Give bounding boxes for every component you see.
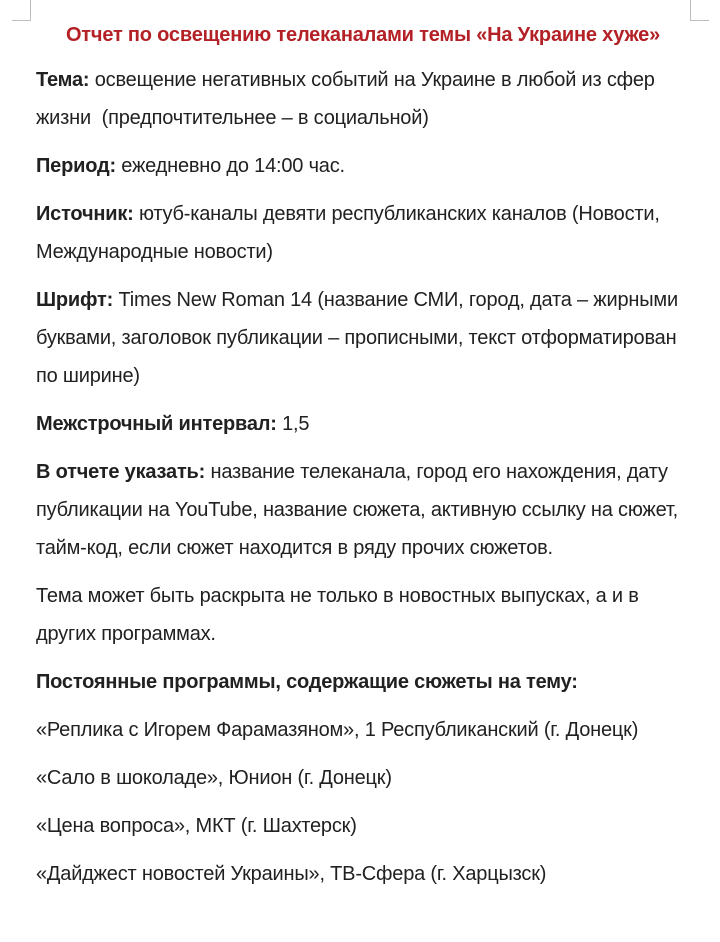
paragraph	[36, 754, 690, 802]
paragraph	[36, 276, 690, 400]
paragraph-label: Период:	[36, 155, 116, 177]
paragraph-text: название телеканала, город его нахождения, дату публикации на YouTube, название сюжета, активную ссылку на сюжет, тайм-код, если сюжет находится в ряду прочих сюжетов.	[36, 461, 684, 559]
paragraph	[36, 56, 690, 142]
paragraph-text: 1,5	[276, 413, 310, 435]
paragraph-text: «Дайджест новостей Украины», ТВ-Сфера (г. Харцызск)	[36, 863, 547, 885]
paragraph	[36, 658, 690, 706]
paragraph-text: «Цена вопроса», МКТ (г. Шахтерск)	[36, 815, 357, 837]
paragraph-label: Постоянные программы, содержащие сюжеты на тему:	[36, 671, 578, 693]
document-title: Отчет по освещению телеканалами темы «На Украине хуже»	[65, 24, 661, 46]
paragraph-text: Times New Roman 14 (название СМИ, город, дата – жирными буквами, заголовок публикации – прописными, текст отформатирован по ширине)	[36, 289, 684, 387]
paragraph-text: «Реплика с Игорем Фарамазяном», 1 Республиканский (г. Донецк)	[36, 719, 639, 741]
paragraph-text: Тема может быть раскрыта не только в новостных выпусках, а и в других программах.	[36, 585, 645, 645]
paragraph-label: Тема:	[36, 69, 90, 91]
paragraph	[36, 448, 690, 572]
paragraph-label: Источник:	[36, 203, 134, 225]
paragraph-label: Межстрочный интервал:	[36, 413, 277, 435]
paragraph	[36, 142, 690, 190]
paragraph	[36, 190, 690, 276]
paragraph-label: Шрифт:	[36, 289, 114, 311]
paragraph-text: освещение негативных событий на Украине в любой из сфер жизни (предпочтительнее – в социальной)	[36, 69, 661, 129]
paragraph-text: «Сало в шоколаде», Юнион (г. Донецк)	[36, 767, 392, 789]
paragraph-list	[36, 56, 690, 898]
paragraph-text: ежедневно до 14:00 час.	[115, 155, 345, 177]
paragraph-label: В отчете указать:	[36, 461, 206, 483]
paragraph-text: ютуб-каналы девяти республиканских каналов (Новости, Международные новости)	[36, 203, 666, 263]
paragraph	[36, 400, 690, 448]
paragraph	[36, 706, 690, 754]
paragraph	[36, 802, 690, 850]
paragraph	[36, 572, 690, 658]
paragraph	[36, 850, 690, 898]
